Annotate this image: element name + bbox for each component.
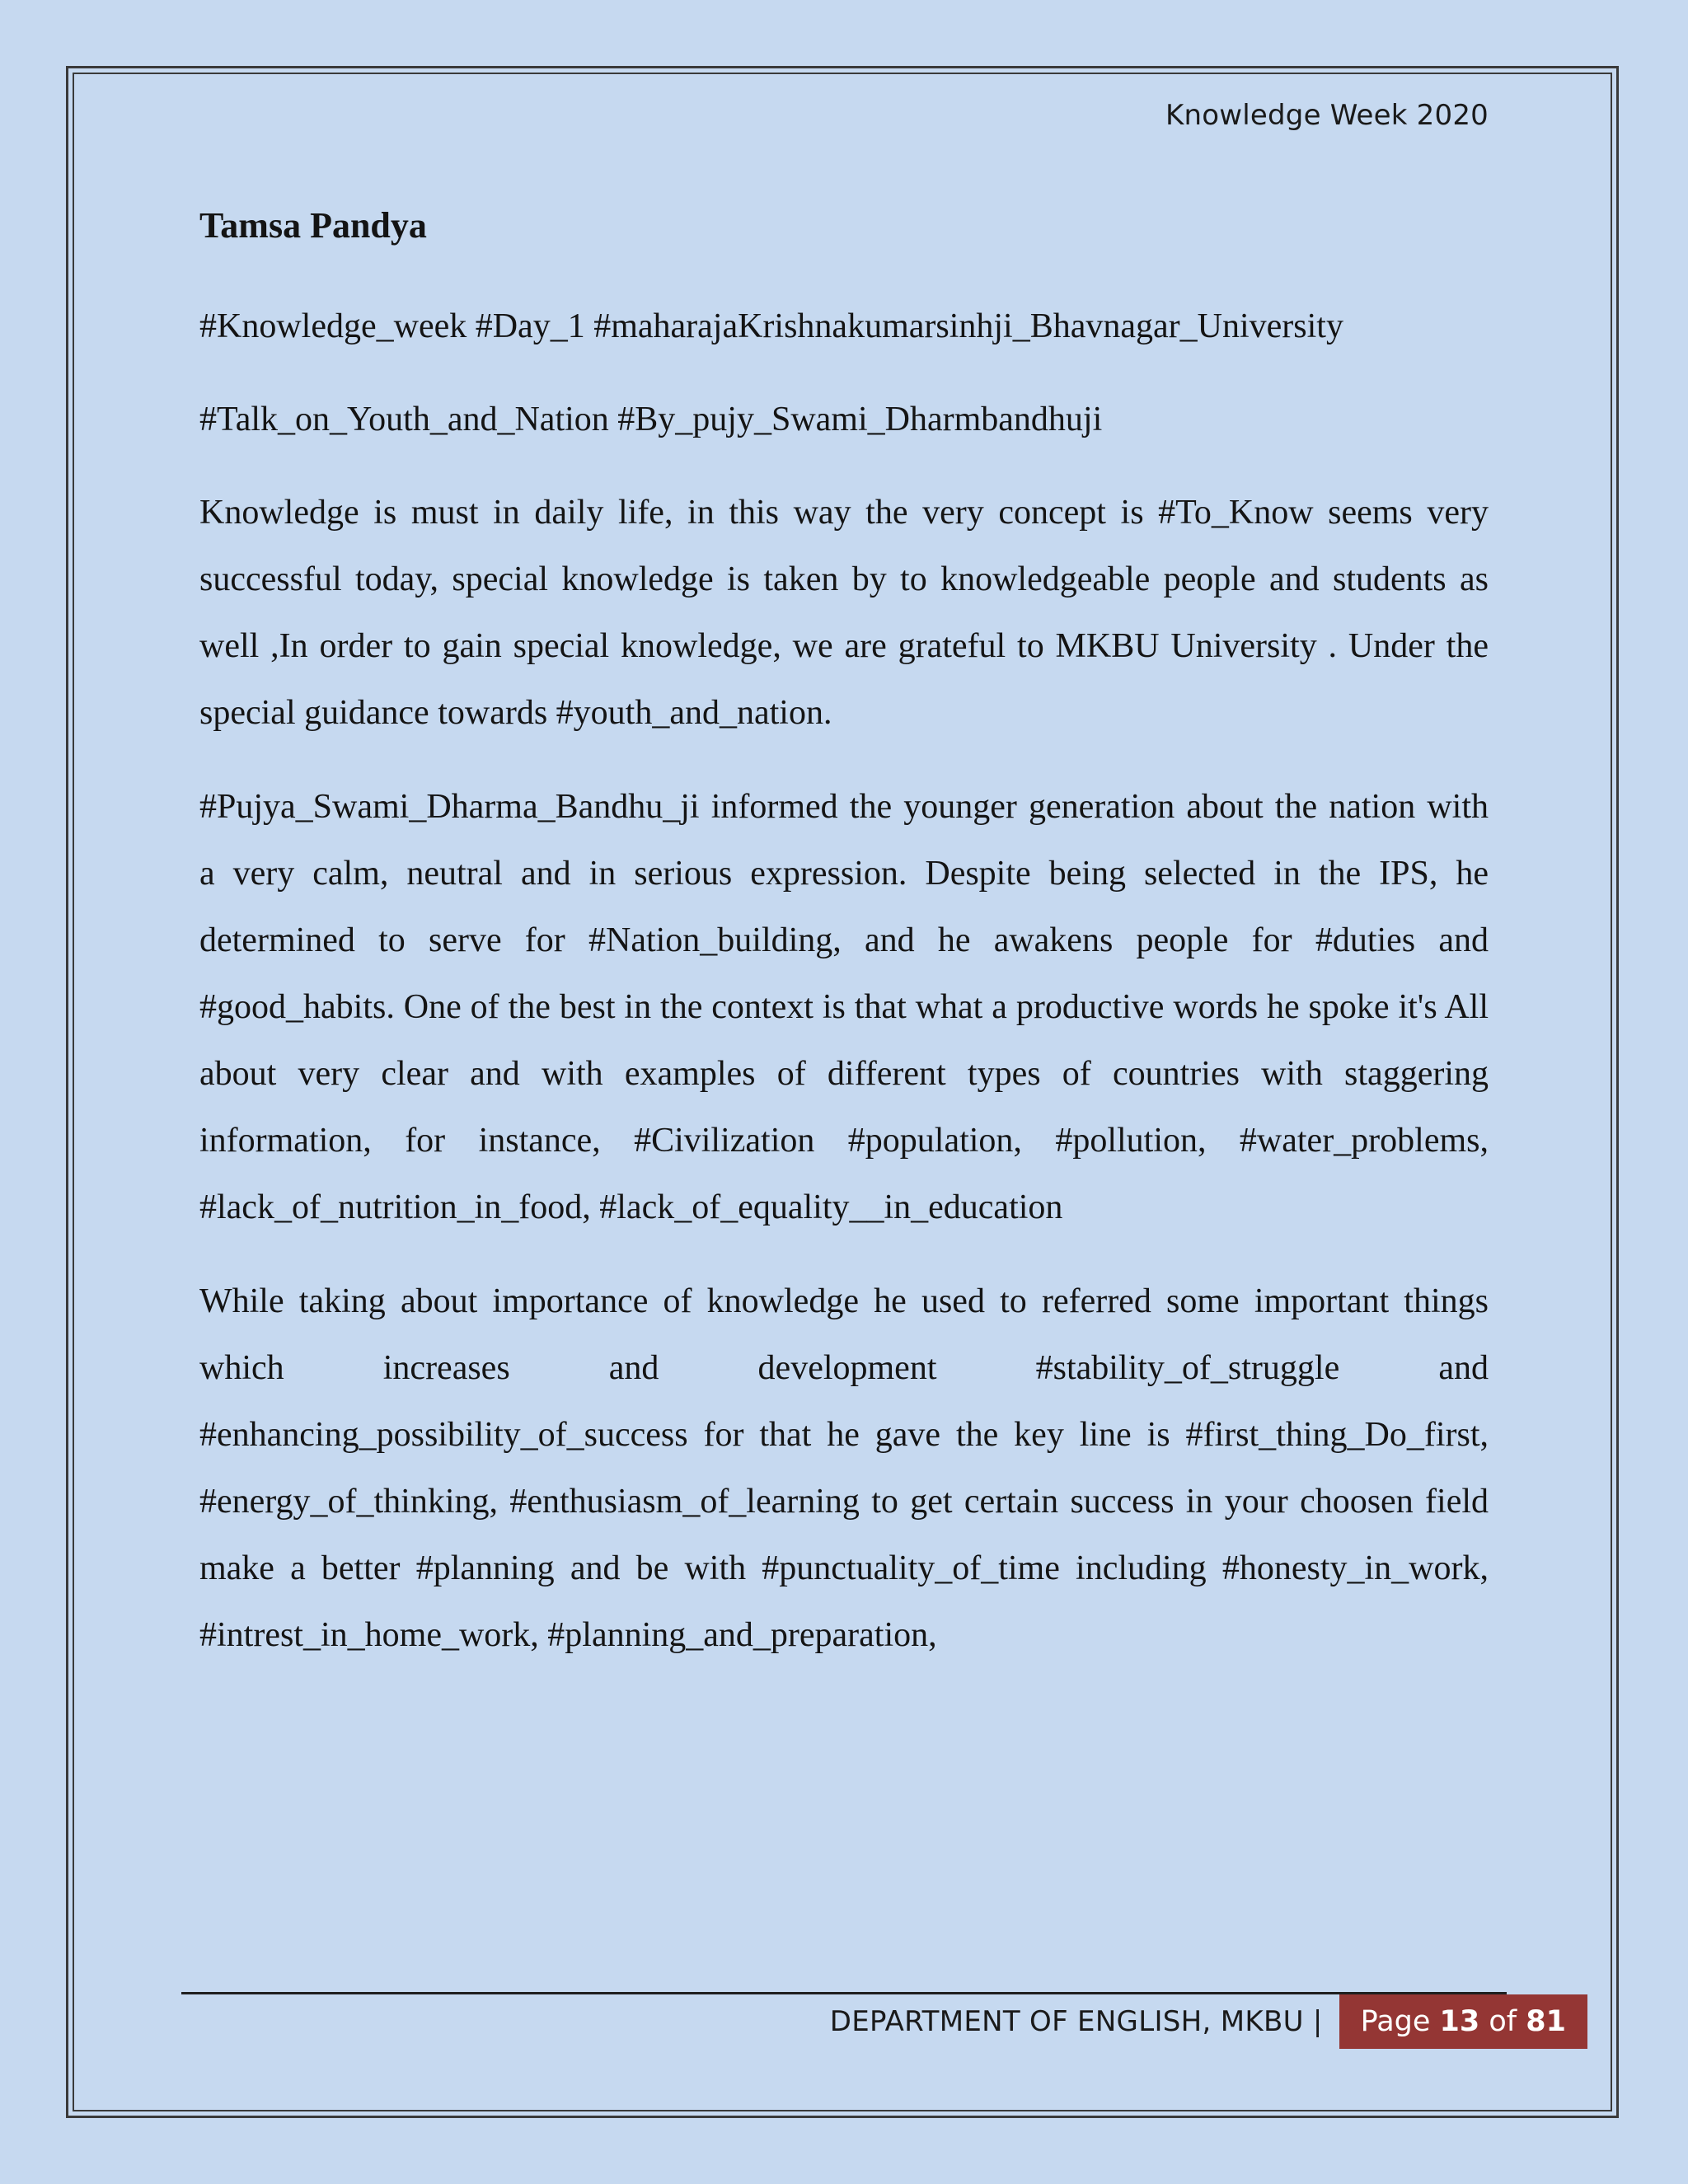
hashtag-line-2: #Talk_on_Youth_and_Nation #By_pujy_Swami_Dharmbandhuji	[199, 401, 1103, 438]
page-label: Page	[1360, 2005, 1431, 2038]
page-footer	[830, 1994, 1587, 2049]
page-number-badge	[1339, 1994, 1587, 2049]
department-label: DEPARTMENT OF ENGLISH, MKBU |	[829, 2005, 1323, 2038]
paragraph-1: Knowledge is must in daily life, in this way the very concept is #To_Know seems very successful today, special knowledge is taken by to knowledgeable people and students as well ,In order to gain special knowledge, we are grateful to MKBU University . Under the special guidance towards #youth_and_nation.	[199, 494, 1489, 732]
hashtag-line-1: #Knowledge_week #Day_1 #maharajaKrishnakumarsinhji_Bhavnagar_University	[199, 307, 1343, 345]
page-total: 81	[1526, 2005, 1566, 2038]
page-number: 13	[1439, 2005, 1480, 2038]
author-name: Tamsa Pandya	[199, 205, 427, 246]
paragraph-3: While taking about importance of knowledge he used to referred some important things which increases and development #stability_of_struggle and #enhancing_possibility_of_success for that he gave the key line is #first_thing_Do_first, #energy_of_thinking, #enthusiasm_of_learning to get certain success in your choosen field make a better #planning and be with #punctuality_of_time including #honesty_in_work, #intrest_in_home_work, #planning_and_preparation,	[199, 1282, 1489, 1654]
paragraph-2: #Pujya_Swami_Dharma_Bandhu_ji informed the younger generation about the nation with a very calm, neutral and in serious expression. Despite being selected in the IPS, he determined to serve for #Nation_building, and he awakens people for #duties and #good_habits. One of the best in the context is that what a productive words he spoke it's All about very clear and with examples of different types of countries with staggering information, for instance, #Civilization #population, #pollution, #water_problems, #lack_of_nutrition_in_food, #lack_of_equality__in_education	[199, 788, 1489, 1226]
of-label: of	[1489, 2005, 1517, 2038]
article-body	[199, 191, 1489, 1696]
running-header: Knowledge Week 2020	[1165, 99, 1489, 132]
